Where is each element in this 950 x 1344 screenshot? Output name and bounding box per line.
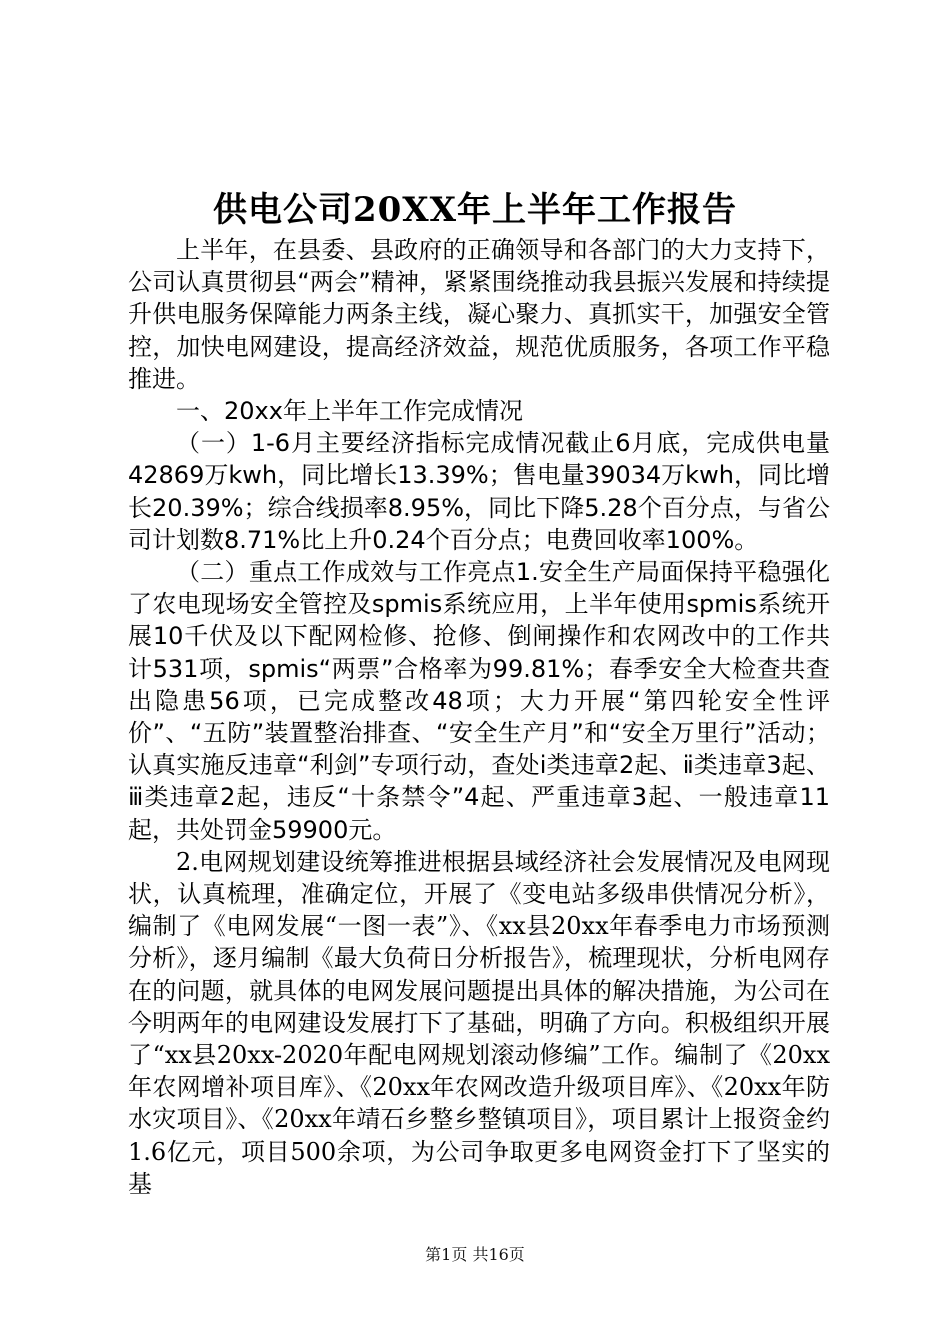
economic-indicators-paragraph: （一）1-6月主要经济指标完成情况截止6月底，完成供电量42869万kwh，同比增长13.39%；售电量39034万kwh，同比增长20.39%；综合线损率8.95%，同比下降5.28个百分点，与省公司计划数8.71%比上升0.24个百分点；电费回收率100%。	[128, 429, 830, 554]
page-number-footer: 第1页 共16页	[425, 1245, 525, 1264]
grid-planning-paragraph: 2.电网规划建设统筹推进根据县域经济社会发展情况及电网现状，认真梳理，准确定位，开展了《变电站多级串供情况分析》，编制了《电网发展“一图一表”》、《xx县20xx年春季电力市场预测分析》，逐月编制《最大负荷日分析报告》，梳理现状，分析电网存在的问题，就具体的电网发展问题提出具体的解决措施，为公司在今明两年的电网建设发展打下了基础，明确了方向。积极组织开展了“xx县20xx-2020年配电网规划滚动修编”工作。编制了《20xx年农网增补项目库》、《20xx年农网改造升级项目库》、《20xx年防水灾项目》、《20xx年靖石乡整乡整镇项目》，项目累计上报资金约1.6亿元，项目500余项，为公司争取更多电网资金打下了坚实的基	[128, 847, 830, 1198]
document-title: 供电公司20XX年上半年工作报告	[212, 190, 738, 230]
section-heading-1: 一、20xx年上半年工作完成情况	[176, 397, 523, 426]
document-body	[128, 234, 830, 1200]
intro-paragraph: 上半年，在县委、县政府的正确领导和各部门的大力支持下，公司认真贯彻县“两会”精神，紧紧围绕推动我县振兴发展和持续提升供电服务保障能力两条主线，凝心聚力、真抓实干，加强安全管控，加快电网建设，提高经济效益，规范优质服务，各项工作平稳推进。	[128, 236, 830, 393]
safety-production-paragraph: （二）重点工作成效与工作亮点1.安全生产局面保持平稳强化了农电现场安全管控及spmis系统应用，上半年使用spmis系统开展10千伏及以下配网检修、抢修、倒闸操作和农网改中的工作共计531项，spmis“两票”合格率为99.81%；春季安全大检查共查出隐患56项，已完成整改48项；大力开展“第四轮安全性评价”、“五防”装置整治排查、“安全生产月”和“安全万里行”活动；认真实施反违章“利剑”专项行动，查处ⅰ类违章2起、ⅱ类违章3起、ⅲ类违章2起，违反“十条禁令”4起、严重违章3起、一般违章11起，共处罚金59900元。	[128, 558, 830, 844]
